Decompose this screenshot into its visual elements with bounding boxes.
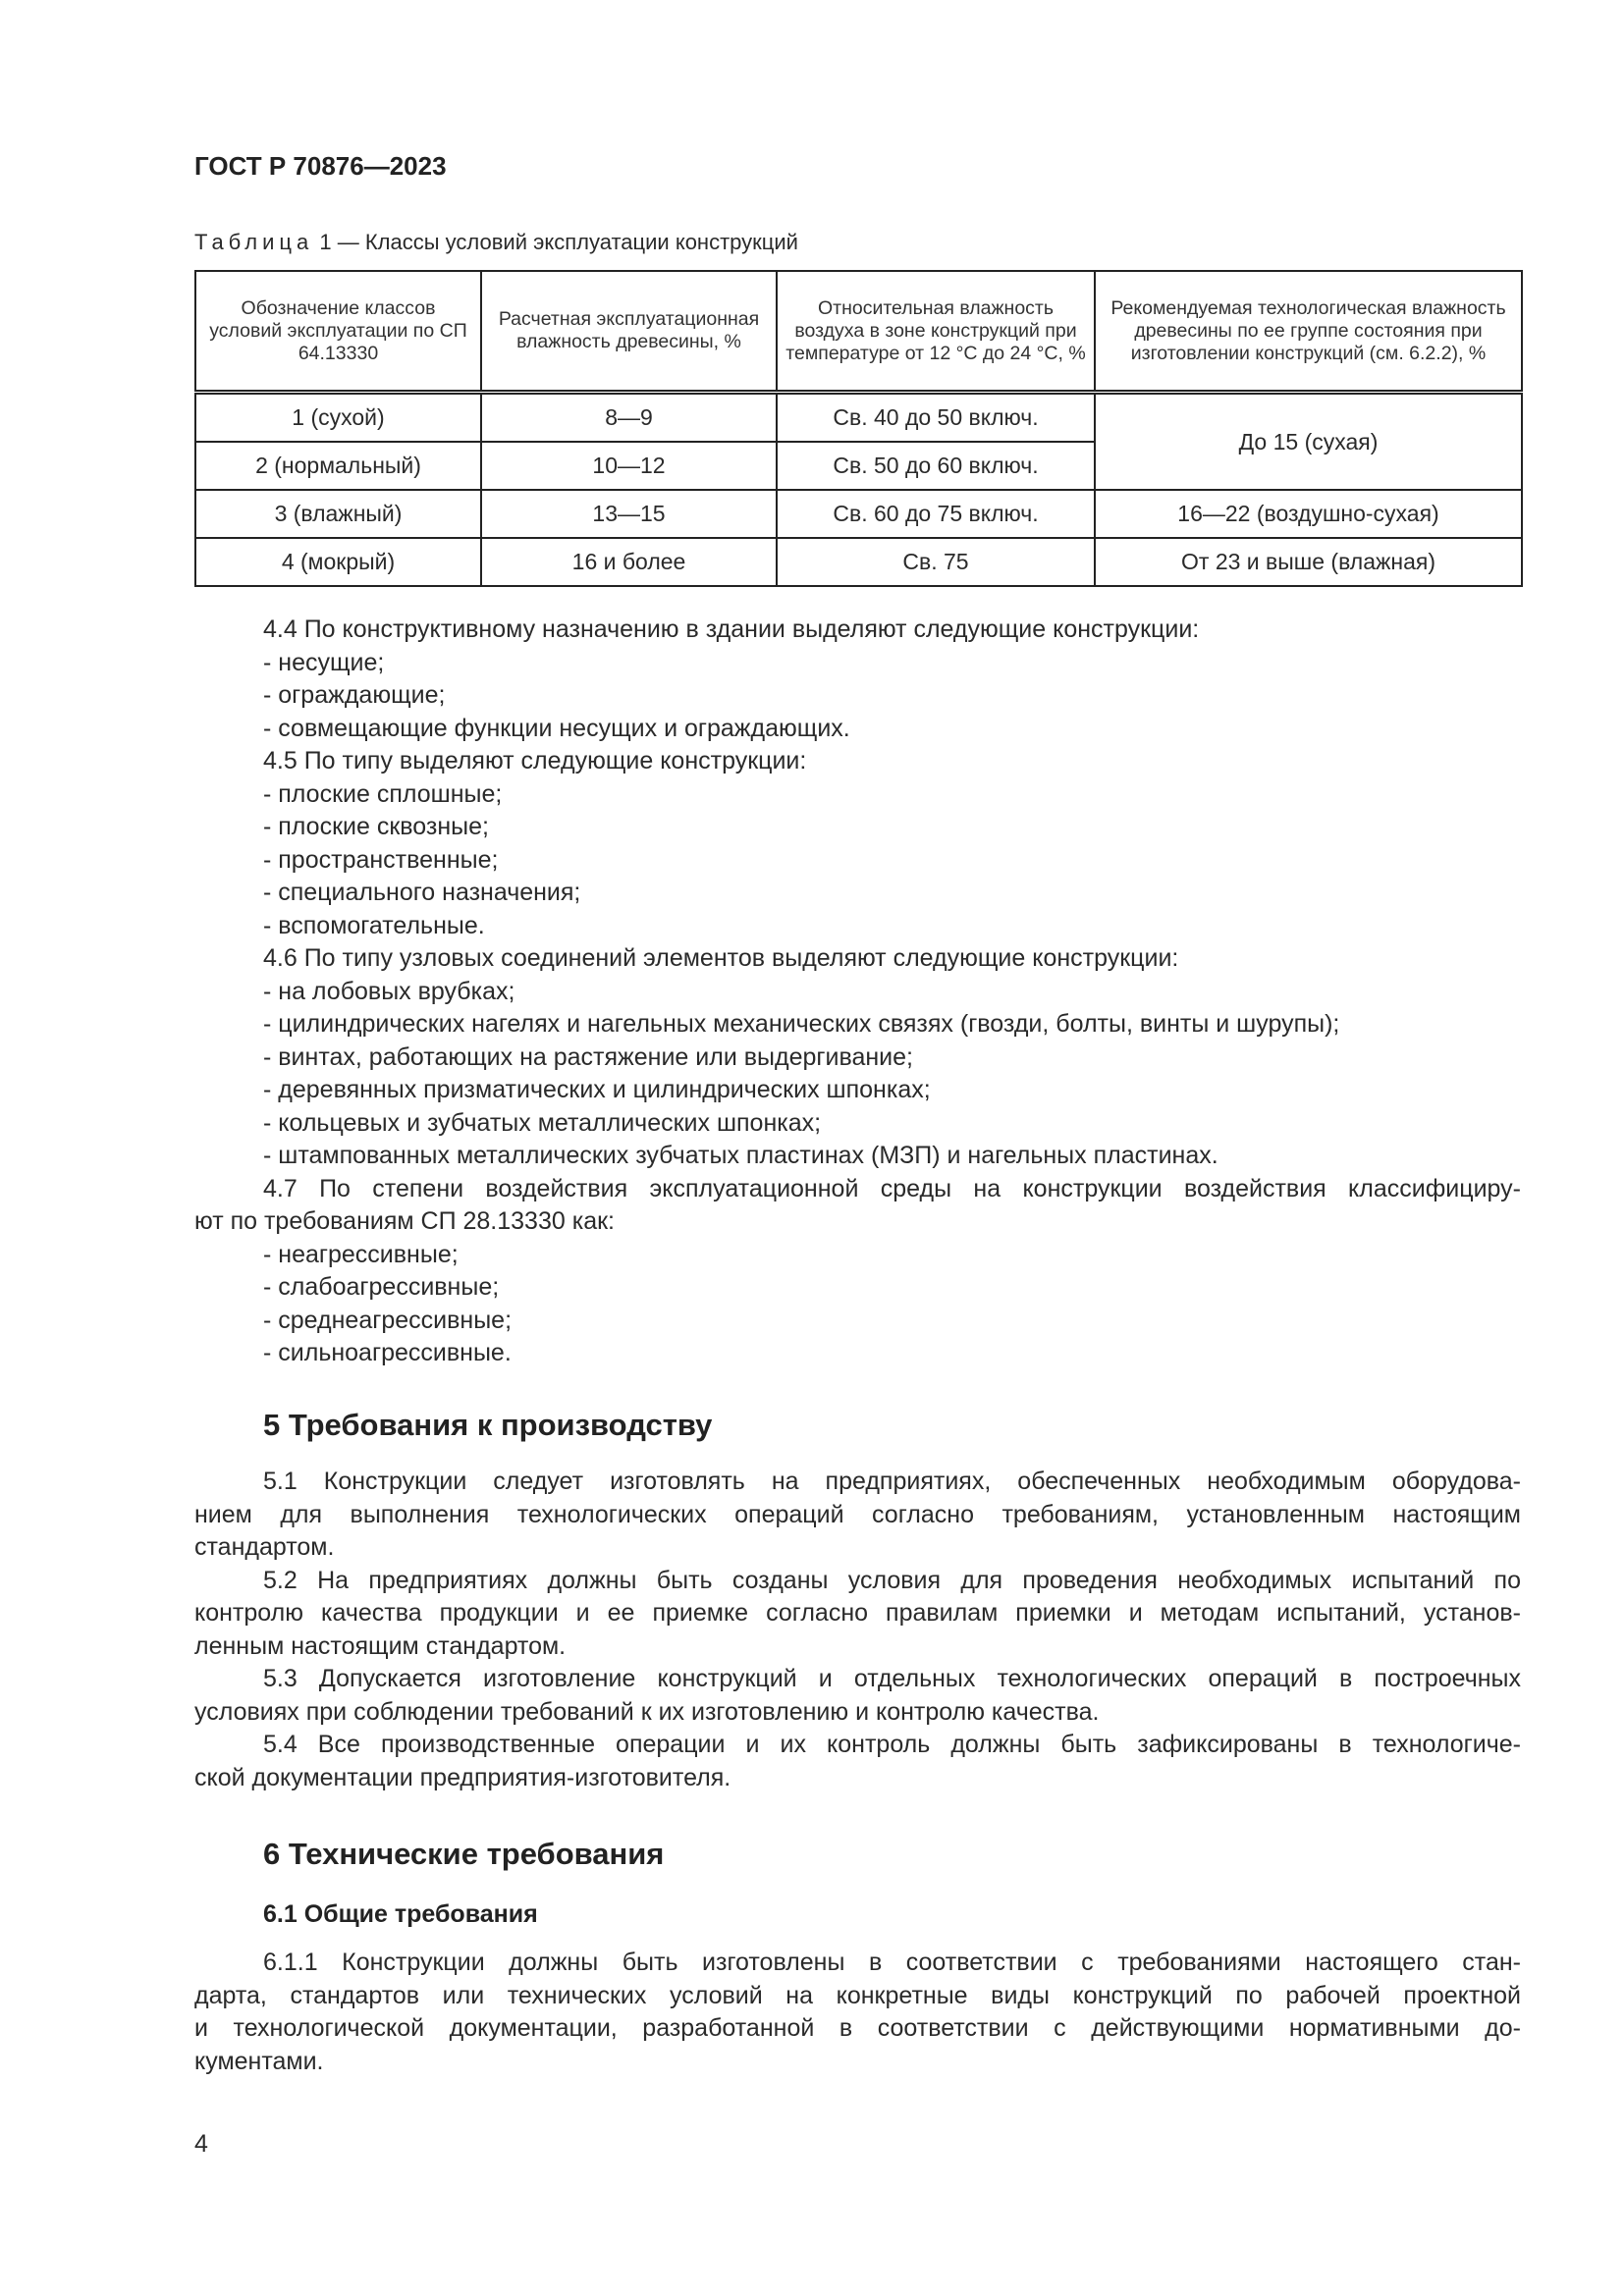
table-cell: 10—12 [481,442,777,490]
list-item: - плоские сквозные; [263,813,489,840]
paragraph-line: ют по требованиям СП 28.13330 как: [194,1207,615,1235]
table-row [195,490,1522,538]
table-row [195,393,1522,443]
paragraph-line: 5.1 Конструкции следует изготовлять на предприятиях, обеспеченных необходимым оборудова- [263,1468,1521,1495]
document-code: ГОСТ Р 70876—2023 [194,151,447,181]
operating-conditions-table [194,270,1523,587]
list-item: - штампованных металлических зубчатых пластинах (МЗП) и нагельных пластинах. [263,1142,1218,1169]
paragraph-line: 5.4 Все производственные операции и их контроль должны быть зафиксированы в технологиче- [263,1731,1521,1758]
table-cell: Св. 75 [777,538,1095,586]
list-item: - неагрессивные; [263,1240,459,1268]
list-item: - деревянных призматических и цилиндрических шпонках; [263,1076,931,1103]
table-row [195,538,1522,586]
table-cell: 4 (мокрый) [195,538,481,586]
table-cell: 2 (нормальный) [195,442,481,490]
paragraph-line: ской документации предприятия-изготовителя. [194,1763,731,1791]
list-item: - кольцевых и зубчатых металлических шпонках; [263,1108,822,1137]
list-item: - сильноагрессивные. [263,1339,512,1366]
list-item: - плоские сплошные; [263,779,503,808]
paragraph-line: условиях при соблюдении требований к их изготовлению и контролю качества. [194,1697,1100,1726]
table-cell: Св. 60 до 75 включ. [777,490,1095,538]
section-6-text [194,1947,1521,2078]
page-number: 4 [194,2130,208,2158]
paragraph-line: 5.2 На предприятиях должны быть созданы условия для проведения необходимых испытаний по [263,1566,1521,1594]
list-item: - ограждающие; [263,681,446,709]
list-item: - на лобовых врубках; [263,977,515,1005]
paragraph-line: дарта, стандартов или технических условий на конкретные виды конструкций по рабочей проектной [194,1981,1521,2009]
list-item: - цилиндрических нагелях и нагельных механических связях (гвозди, болты, винты и шурупы); [263,1010,1340,1038]
table-caption-prefix: Таблица [194,230,314,254]
paragraph-line: и технологической документации, разработанной в соответствии с действующими нормативными до- [194,2014,1521,2042]
column-header: Обозначение классов условий эксплуатации по СП 64.13330 [195,271,481,393]
paragraph-line: 6.1.1 Конструкции должны быть изготовлены в соответствии с требованиями настоящего стан- [263,1949,1521,1976]
subsection-6-1-heading: 6.1 Общие требования [263,1900,538,1928]
table-cell: 16 и более [481,538,777,586]
list-item: - винтах, работающих на растяжение или выдергивание; [263,1042,913,1071]
section-4-text [194,614,1521,1370]
section-5-text [194,1466,1521,1794]
section-5-heading: 5 Требования к производству [263,1408,713,1442]
table-cell: 13—15 [481,490,777,538]
paragraph-line: контролю качества продукции и ее приемке согласно правилам приемки и методам испытаний, установ- [194,1599,1521,1627]
paragraph-line: 4.4 По конструктивному назначению в здании выделяют следующие конструкции: [263,615,1200,643]
section-6-heading: 6 Технические требования [263,1837,665,1871]
paragraph-line: нием для выполнения технологических операций согласно требованиям, установленным настоящим [194,1500,1521,1528]
table-caption [194,230,798,255]
paragraph-line: кументами. [194,2047,324,2075]
paragraph-line: 5.3 Допускается изготовление конструкций и отдельных технологических операций в построечных [263,1665,1521,1692]
list-item: - совмещающие функции несущих и ограждающих. [263,714,850,742]
column-header: Рекомендуемая технологическая влажность древесины по ее группе состояния при изготовлении конструкций (см. 6.2.2), % [1095,271,1522,393]
column-header: Расчетная эксплуатационная влажность древесины, % [481,271,777,393]
list-item: - специального назначения; [263,879,581,906]
table-cell: 1 (сухой) [195,393,481,443]
column-header: Относительная влажность воздуха в зоне конструкций при температуре от 12 °С до 24 °С, % [777,271,1095,393]
table-cell: Св. 40 до 50 включ. [777,393,1095,443]
table-cell: От 23 и выше (влажная) [1095,538,1522,586]
table-cell: 16—22 (воздушно-сухая) [1095,490,1522,538]
table-cell: 3 (влажный) [195,490,481,538]
table-caption-text: 1 — Классы условий эксплуатации конструкций [319,230,798,254]
list-item: - слабоагрессивные; [263,1273,500,1301]
table-cell: До 15 (сухая) [1095,393,1522,491]
paragraph-line: ленным настоящим стандартом. [194,1631,567,1660]
paragraph-line: стандартом. [194,1533,335,1561]
paragraph-line: 4.5 По типу выделяют следующие конструкции: [263,747,807,774]
paragraph-line: 4.6 По типу узловых соединений элементов выделяют следующие конструкции: [263,944,1179,972]
table-cell: 8—9 [481,393,777,443]
paragraph-line: 4.7 По степени воздействия эксплуатационной среды на конструкции воздействия классифициру- [263,1174,1521,1202]
list-item: - пространственные; [263,845,499,874]
list-item: - вспомогательные. [263,911,485,939]
list-item: - несущие; [263,648,385,676]
table-header-row [195,271,1522,393]
list-item: - среднеагрессивные; [263,1306,513,1334]
table-cell: Св. 50 до 60 включ. [777,442,1095,490]
